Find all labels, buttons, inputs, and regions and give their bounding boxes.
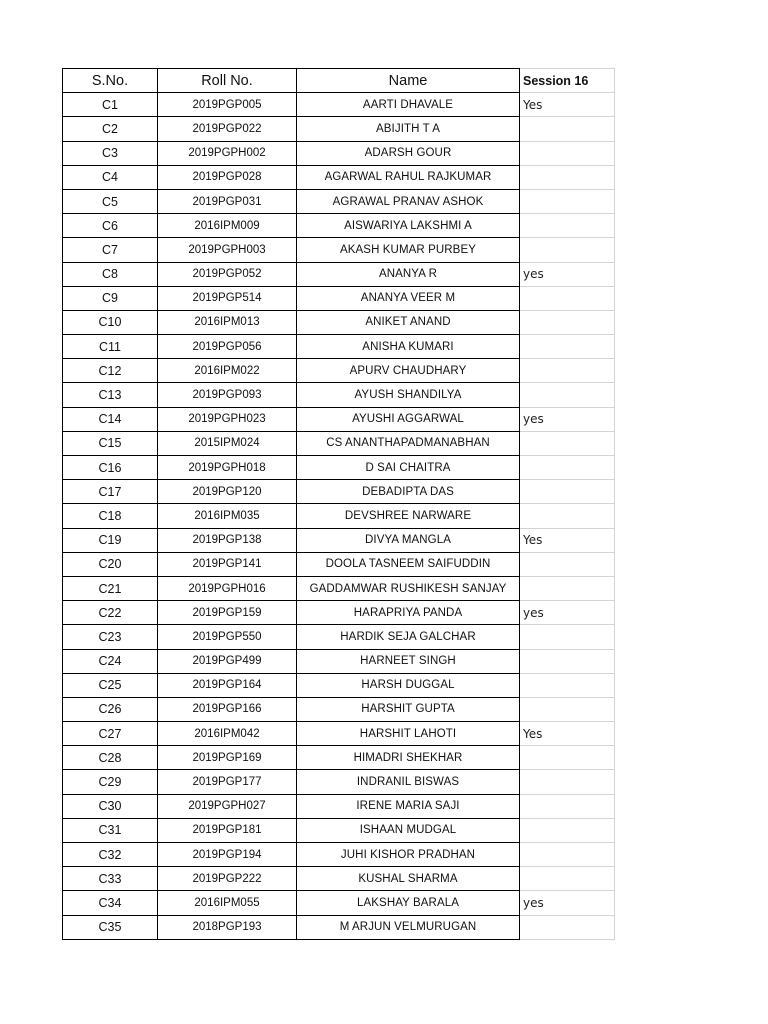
cell-sno: C26: [63, 697, 158, 721]
cell-name: AYUSHI AGGARWAL: [297, 407, 520, 431]
cell-sno: C23: [63, 625, 158, 649]
cell-roll-no: 2019PGP056: [158, 335, 297, 359]
cell-name: ANISHA KUMARI: [297, 335, 520, 359]
cell-sno: C30: [63, 794, 158, 818]
cell-session: [520, 625, 615, 649]
table-row: [63, 722, 615, 746]
cell-roll-no: 2019PGP222: [158, 867, 297, 891]
cell-name: DIVYA MANGLA: [297, 528, 520, 552]
table-row: [63, 238, 615, 262]
cell-sno: C2: [63, 117, 158, 141]
header-session: Session 16: [520, 69, 615, 93]
cell-name: ISHAAN MUDGAL: [297, 818, 520, 842]
cell-roll-no: 2019PGP005: [158, 93, 297, 117]
cell-name: KUSHAL SHARMA: [297, 867, 520, 891]
table-row: [63, 528, 615, 552]
cell-roll-no: 2019PGP181: [158, 818, 297, 842]
cell-name: INDRANIL BISWAS: [297, 770, 520, 794]
cell-roll-no: 2016IPM022: [158, 359, 297, 383]
table-row: [63, 189, 615, 213]
table-row: [63, 310, 615, 334]
cell-sno: C12: [63, 359, 158, 383]
cell-sno: C24: [63, 649, 158, 673]
cell-sno: C27: [63, 722, 158, 746]
table-row: [63, 552, 615, 576]
cell-session: yes: [520, 601, 615, 625]
cell-roll-no: 2019PGPH023: [158, 407, 297, 431]
table-row: [63, 504, 615, 528]
cell-roll-no: 2019PGP169: [158, 746, 297, 770]
cell-sno: C31: [63, 818, 158, 842]
cell-session: [520, 552, 615, 576]
table-row: [63, 697, 615, 721]
cell-sno: C19: [63, 528, 158, 552]
cell-session: [520, 770, 615, 794]
header-sno: S.No.: [63, 69, 158, 93]
cell-roll-no: 2019PGP028: [158, 165, 297, 189]
cell-name: ADARSH GOUR: [297, 141, 520, 165]
cell-roll-no: 2019PGPH027: [158, 794, 297, 818]
header-name: Name: [297, 69, 520, 93]
table-body: [63, 93, 615, 940]
table-row: [63, 794, 615, 818]
cell-roll-no: 2019PGP159: [158, 601, 297, 625]
table-row: [63, 431, 615, 455]
cell-session: Yes: [520, 528, 615, 552]
cell-session: [520, 504, 615, 528]
cell-roll-no: 2019PGP052: [158, 262, 297, 286]
table-row: [63, 649, 615, 673]
cell-session: [520, 673, 615, 697]
cell-name: ANANYA R: [297, 262, 520, 286]
cell-sno: C13: [63, 383, 158, 407]
cell-session: [520, 431, 615, 455]
cell-session: [520, 359, 615, 383]
cell-session: [520, 286, 615, 310]
cell-sno: C20: [63, 552, 158, 576]
cell-name: HARSHIT GUPTA: [297, 697, 520, 721]
cell-session: [520, 141, 615, 165]
cell-session: [520, 310, 615, 334]
cell-sno: C11: [63, 335, 158, 359]
cell-name: HARSHIT LAHOTI: [297, 722, 520, 746]
cell-session: [520, 480, 615, 504]
table-header: [63, 69, 615, 93]
cell-session: [520, 383, 615, 407]
table-row: [63, 335, 615, 359]
table-row: [63, 456, 615, 480]
cell-roll-no: 2016IPM009: [158, 214, 297, 238]
cell-name: AGRAWAL PRANAV ASHOK: [297, 189, 520, 213]
cell-name: AYUSH SHANDILYA: [297, 383, 520, 407]
cell-name: DEVSHREE NARWARE: [297, 504, 520, 528]
cell-roll-no: 2019PGP514: [158, 286, 297, 310]
cell-roll-no: 2019PGP177: [158, 770, 297, 794]
cell-session: [520, 818, 615, 842]
cell-sno: C21: [63, 576, 158, 600]
cell-name: AGARWAL RAHUL RAJKUMAR: [297, 165, 520, 189]
cell-session: [520, 117, 615, 141]
cell-roll-no: 2019PGP022: [158, 117, 297, 141]
table-row: [63, 818, 615, 842]
table-row: [63, 262, 615, 286]
table-row: [63, 673, 615, 697]
cell-name: AISWARIYA LAKSHMI A: [297, 214, 520, 238]
cell-name: APURV CHAUDHARY: [297, 359, 520, 383]
cell-roll-no: 2016IPM042: [158, 722, 297, 746]
cell-name: ABIJITH T A: [297, 117, 520, 141]
cell-sno: C32: [63, 843, 158, 867]
cell-session: [520, 238, 615, 262]
cell-sno: C15: [63, 431, 158, 455]
attendance-table: [62, 68, 615, 940]
cell-sno: C8: [63, 262, 158, 286]
table-row: [63, 407, 615, 431]
cell-sno: C3: [63, 141, 158, 165]
cell-roll-no: 2019PGP031: [158, 189, 297, 213]
table-row: [63, 359, 615, 383]
table-row: [63, 746, 615, 770]
header-row: [63, 69, 615, 93]
table-row: [63, 165, 615, 189]
table-row: [63, 576, 615, 600]
table-row: [63, 601, 615, 625]
cell-name: JUHI KISHOR PRADHAN: [297, 843, 520, 867]
cell-name: IRENE MARIA SAJI: [297, 794, 520, 818]
cell-session: [520, 649, 615, 673]
cell-sno: C33: [63, 867, 158, 891]
table-row: [63, 480, 615, 504]
cell-name: D SAI CHAITRA: [297, 456, 520, 480]
cell-name: HIMADRI SHEKHAR: [297, 746, 520, 770]
cell-sno: C4: [63, 165, 158, 189]
cell-roll-no: 2016IPM013: [158, 310, 297, 334]
cell-roll-no: 2018PGP193: [158, 915, 297, 939]
cell-sno: C14: [63, 407, 158, 431]
cell-roll-no: 2019PGPH002: [158, 141, 297, 165]
cell-sno: C29: [63, 770, 158, 794]
table-row: [63, 891, 615, 915]
cell-roll-no: 2019PGPH003: [158, 238, 297, 262]
cell-sno: C1: [63, 93, 158, 117]
table-row: [63, 141, 615, 165]
cell-name: HARNEET SINGH: [297, 649, 520, 673]
cell-roll-no: 2019PGPH016: [158, 576, 297, 600]
cell-session: [520, 189, 615, 213]
cell-name: ANANYA VEER M: [297, 286, 520, 310]
cell-roll-no: 2019PGP194: [158, 843, 297, 867]
cell-name: HARSH DUGGAL: [297, 673, 520, 697]
cell-session: [520, 843, 615, 867]
table-row: [63, 770, 615, 794]
table-row: [63, 915, 615, 939]
table-row: [63, 286, 615, 310]
cell-sno: C34: [63, 891, 158, 915]
cell-sno: C10: [63, 310, 158, 334]
cell-sno: C22: [63, 601, 158, 625]
cell-roll-no: 2019PGP550: [158, 625, 297, 649]
cell-session: [520, 746, 615, 770]
cell-sno: C7: [63, 238, 158, 262]
cell-session: Yes: [520, 722, 615, 746]
cell-sno: C17: [63, 480, 158, 504]
cell-name: M ARJUN VELMURUGAN: [297, 915, 520, 939]
cell-session: [520, 456, 615, 480]
cell-name: HARDIK SEJA GALCHAR: [297, 625, 520, 649]
cell-session: Yes: [520, 93, 615, 117]
cell-session: [520, 214, 615, 238]
cell-sno: C28: [63, 746, 158, 770]
cell-sno: C9: [63, 286, 158, 310]
table-row: [63, 117, 615, 141]
cell-roll-no: 2016IPM035: [158, 504, 297, 528]
cell-roll-no: 2015IPM024: [158, 431, 297, 455]
cell-session: [520, 576, 615, 600]
table-row: [63, 214, 615, 238]
cell-roll-no: 2019PGP138: [158, 528, 297, 552]
cell-sno: C5: [63, 189, 158, 213]
cell-name: LAKSHAY BARALA: [297, 891, 520, 915]
cell-session: [520, 794, 615, 818]
cell-sno: C35: [63, 915, 158, 939]
cell-roll-no: 2019PGP164: [158, 673, 297, 697]
cell-session: [520, 867, 615, 891]
cell-session: [520, 915, 615, 939]
cell-name: HARAPRIYA PANDA: [297, 601, 520, 625]
header-roll-no: Roll No.: [158, 69, 297, 93]
cell-sno: C16: [63, 456, 158, 480]
cell-session: [520, 697, 615, 721]
cell-session: yes: [520, 891, 615, 915]
cell-session: [520, 165, 615, 189]
table-row: [63, 843, 615, 867]
table-row: [63, 383, 615, 407]
cell-roll-no: 2019PGP499: [158, 649, 297, 673]
cell-roll-no: 2019PGP093: [158, 383, 297, 407]
cell-roll-no: 2019PGP120: [158, 480, 297, 504]
cell-name: DEBADIPTA DAS: [297, 480, 520, 504]
cell-session: [520, 335, 615, 359]
cell-roll-no: 2019PGP141: [158, 552, 297, 576]
cell-name: DOOLA TASNEEM SAIFUDDIN: [297, 552, 520, 576]
cell-name: AKASH KUMAR PURBEY: [297, 238, 520, 262]
cell-name: AARTI DHAVALE: [297, 93, 520, 117]
table-row: [63, 625, 615, 649]
cell-roll-no: 2019PGPH018: [158, 456, 297, 480]
cell-name: CS ANANTHAPADMANABHAN: [297, 431, 520, 455]
cell-roll-no: 2019PGP166: [158, 697, 297, 721]
table-row: [63, 867, 615, 891]
table-row: [63, 93, 615, 117]
cell-session: yes: [520, 262, 615, 286]
cell-sno: C18: [63, 504, 158, 528]
cell-sno: C25: [63, 673, 158, 697]
cell-session: yes: [520, 407, 615, 431]
cell-name: ANIKET ANAND: [297, 310, 520, 334]
cell-roll-no: 2016IPM055: [158, 891, 297, 915]
cell-sno: C6: [63, 214, 158, 238]
cell-name: GADDAMWAR RUSHIKESH SANJAY: [297, 576, 520, 600]
